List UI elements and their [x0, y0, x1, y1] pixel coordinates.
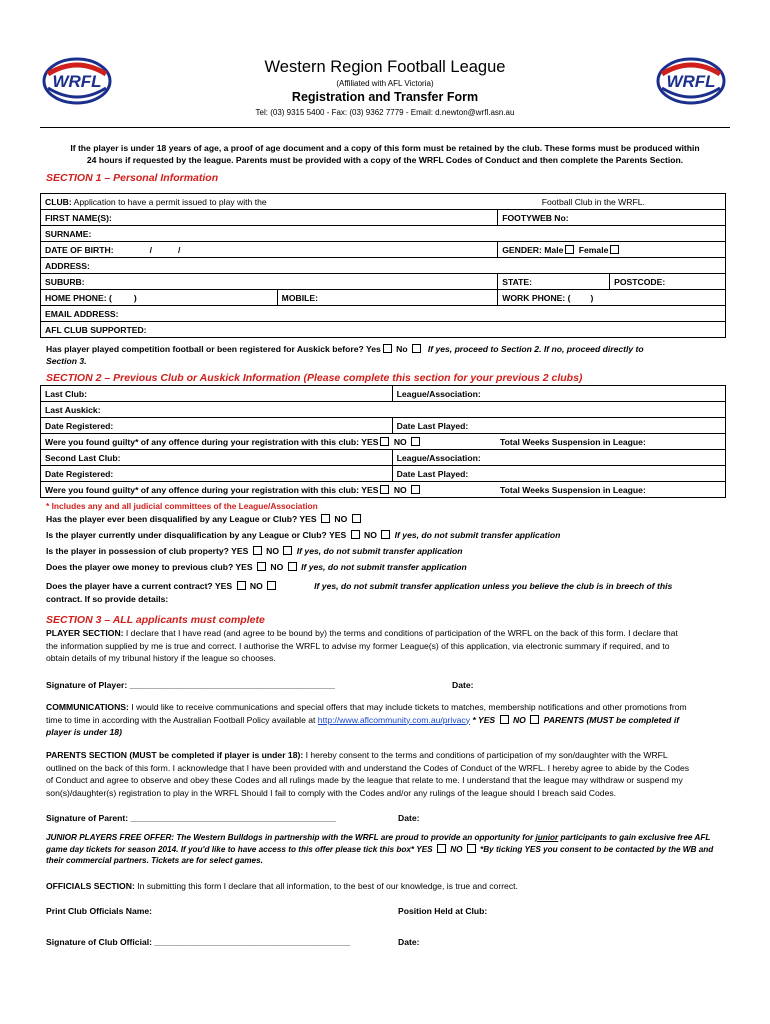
- current-disq-question: Is the player currently under disqualification by any League or Club? YES NO If yes, do not submit transfer application: [46, 530, 561, 540]
- gender-field[interactable]: GENDER: Male Female: [498, 242, 726, 258]
- auskick-yes-checkbox[interactable]: [383, 344, 392, 353]
- league-field-1[interactable]: League/Association:: [392, 386, 725, 402]
- judicial-footnote: * Includes any and all judicial committees of the League/Association: [46, 501, 318, 511]
- svg-text:WRFL: WRFL: [52, 72, 102, 91]
- disqualified-yes-checkbox[interactable]: [321, 514, 330, 523]
- player-section: PLAYER SECTION: I declare that I have read (and agree to be bound by) the terms and conditions of participation of the WRFL on the back of this form. I declare that the information supplied by me is true and correct. I authorise the WRFL to advise my former League(s) of this application, via electronic summary if required, and to obtain details of my tribunal history if the league so chooses.: [46, 628, 678, 663]
- contact-line: Tel: (03) 9315 5400 - Fax: (03) 9362 7779 - Email: d.newton@wrfl.asn.au: [255, 108, 515, 117]
- officials-section: OFFICIALS SECTION: In submitting this form I declare that all information, to the best of our knowledge, is true and correct.: [46, 881, 518, 891]
- player-signature[interactable]: Signature of Player: ___________________________________________: [46, 680, 336, 690]
- guilty-no-checkbox-2[interactable]: [411, 485, 420, 494]
- junior-no-checkbox[interactable]: [467, 844, 476, 853]
- postcode-field[interactable]: POSTCODE:: [610, 274, 726, 290]
- parent-signature[interactable]: Signature of Parent: ___________________________________________: [46, 813, 337, 823]
- position-held[interactable]: Position Held at Club:: [398, 906, 488, 916]
- first-names-field[interactable]: FIRST NAME(S):: [41, 210, 498, 226]
- email-field[interactable]: EMAIL ADDRESS:: [41, 306, 726, 322]
- property-question: Is the player in possession of club property? YES NO If yes, do not submit transfer application: [46, 546, 463, 556]
- date-registered-field-2[interactable]: Date Registered:: [41, 466, 393, 482]
- club-suffix: Football Club in the WRFL.: [498, 194, 726, 210]
- form-title: Registration and Transfer Form: [291, 90, 479, 104]
- second-last-club-field[interactable]: Second Last Club:: [41, 450, 393, 466]
- money-question: Does the player owe money to previous club? YES NO If yes, do not submit transfer application: [46, 562, 467, 572]
- property-no-checkbox[interactable]: [283, 546, 292, 555]
- guilty-yes-checkbox-1[interactable]: [380, 437, 389, 446]
- junior-yes-checkbox[interactable]: [437, 844, 446, 853]
- previous-club-table: [40, 385, 726, 498]
- auskick-question: Has player played competition football or been registered for Auskick before? Yes No If yes, proceed to Section 2. If no, proceed directly to: [46, 344, 644, 354]
- section-3-title: SECTION 3 – ALL applicants must complete: [46, 614, 265, 626]
- last-auskick-field[interactable]: Last Auskick:: [41, 402, 726, 418]
- intro-line-1: If the player is under 18 years of age, a proof of age document and a copy of this form must be retained by the club. These forms must be produced within: [70, 143, 700, 153]
- contract-details[interactable]: contract. If so provide details:: [46, 594, 169, 604]
- date-last-played-field-2[interactable]: Date Last Played:: [392, 466, 725, 482]
- last-club-field[interactable]: Last Club:: [41, 386, 393, 402]
- footyweb-field[interactable]: FOOTYWEB No:: [498, 210, 726, 226]
- section-1-title: SECTION 1 – Personal Information: [46, 172, 219, 184]
- mobile-field[interactable]: MOBILE:: [277, 290, 498, 306]
- work-phone-field[interactable]: WORK PHONE: ( ): [498, 290, 726, 306]
- print-officials-name[interactable]: Print Club Officials Name:: [46, 906, 153, 916]
- suspension-field-2[interactable]: Total Weeks Suspension in League:: [496, 482, 726, 498]
- contract-question: Does the player have a current contract? YES NO If yes, do not submit transfer application unless you believe the club is in breech of this: [46, 581, 673, 591]
- date-last-played-field-1[interactable]: Date Last Played:: [392, 418, 725, 434]
- junior-offer: JUNIOR PLAYERS FREE OFFER: The Western Bulldogs in partnership with the WRFL are proud to provide an opportunity for junior participants to gain exclusive free AFL game day tickets for season 2014. If you'd like to have access to this offer please tick this box* YES NO *By ticking YES you consent to be contacted by the WB and their commercial partners. Tickets are for select games.: [46, 833, 714, 865]
- state-field[interactable]: STATE:: [498, 274, 610, 290]
- afl-club-field[interactable]: AFL CLUB SUPPORTED:: [41, 322, 726, 338]
- personal-info-table: [40, 193, 726, 338]
- auskick-no-checkbox[interactable]: [412, 344, 421, 353]
- male-checkbox[interactable]: [565, 245, 574, 254]
- communications-section: COMMUNICATIONS: I would like to receive communications and special offers that may include tickets to matches, membership notifications and other promotions from time to time in according with the Australian Football Policy available at http://www.aflcommunity.com.au/privacy * YES NO PARENTS (MUST be completed if player is under 18): [46, 702, 687, 737]
- auskick-note-cont: Section 3.: [46, 356, 87, 366]
- suspension-field-1[interactable]: Total Weeks Suspension in League:: [496, 434, 726, 450]
- current-disq-no-checkbox[interactable]: [381, 530, 390, 539]
- intro-line-2: 24 hours if requested by the league. Parents must be provided with a copy of the WRFL Codes of Conduct and then complete the Parents Section.: [86, 155, 684, 165]
- female-checkbox[interactable]: [610, 245, 619, 254]
- official-signature[interactable]: Signature of Club Official: _________________________________________: [46, 937, 351, 947]
- guilty-question-1: Were you found guilty* of any offence during your registration with this club: YES NO: [41, 434, 497, 450]
- dob-field[interactable]: DATE OF BIRTH: / /: [41, 242, 498, 258]
- surname-field[interactable]: SURNAME:: [41, 226, 726, 242]
- address-field[interactable]: ADDRESS:: [41, 258, 726, 274]
- player-date[interactable]: Date:: [452, 680, 474, 690]
- disqualified-question: Has the player ever been disqualified by any League or Club? YES NO: [46, 514, 363, 524]
- parent-date[interactable]: Date:: [398, 813, 420, 823]
- parents-section: PARENTS SECTION (MUST be completed if player is under 18): I hereby consent to the terms and conditions of participation of my son/daughter with the WRFL outlined on the back of this form. I acknowledge that I have been provided with and understand the Codes of Conduct of the WRFL. I hereby agree to abide by the Codes of Conduct and agree to observe and obey these Codes and all rulings made by the league that relate to me. I understand that the league may withdraw or suspend my son(s)/daughter(s) registration to play in the WRFL Should I fail to comply with the Codes and/or any rulings of the league should I breach said Codes.: [46, 750, 690, 798]
- contract-yes-checkbox[interactable]: [237, 581, 246, 590]
- home-phone-field[interactable]: HOME PHONE: ( ): [41, 290, 278, 306]
- guilty-question-2: Were you found guilty* of any offence during your registration with this club: YES NO: [41, 482, 497, 498]
- guilty-yes-checkbox-2[interactable]: [380, 485, 389, 494]
- league-field-2[interactable]: League/Association:: [392, 450, 725, 466]
- money-no-checkbox[interactable]: [288, 562, 297, 571]
- date-registered-field-1[interactable]: Date Registered:: [41, 418, 393, 434]
- affiliation: (Affiliated with AFL Victoria): [336, 79, 434, 88]
- comms-yes-checkbox[interactable]: [500, 715, 509, 724]
- property-yes-checkbox[interactable]: [253, 546, 262, 555]
- disqualified-no-checkbox[interactable]: [352, 514, 361, 523]
- league-title: Western Region Football League: [264, 58, 506, 76]
- suburb-field[interactable]: SUBURB:: [41, 274, 498, 290]
- money-yes-checkbox[interactable]: [257, 562, 266, 571]
- current-disq-yes-checkbox[interactable]: [351, 530, 360, 539]
- contract-no-checkbox[interactable]: [267, 581, 276, 590]
- svg-text:WRFL: WRFL: [666, 72, 716, 91]
- section-2-title: SECTION 2 – Previous Club or Auskick Information (Please complete this section for your previous 2 clubs): [46, 372, 583, 384]
- privacy-link[interactable]: http://www.aflcommunity.com.au/privacy: [317, 714, 470, 725]
- header-divider: [40, 127, 730, 128]
- guilty-no-checkbox-1[interactable]: [411, 437, 420, 446]
- comms-no-checkbox[interactable]: [530, 715, 539, 724]
- club-field[interactable]: CLUB: Application to have a permit issued to play with the: [41, 194, 498, 210]
- official-date[interactable]: Date:: [398, 937, 420, 947]
